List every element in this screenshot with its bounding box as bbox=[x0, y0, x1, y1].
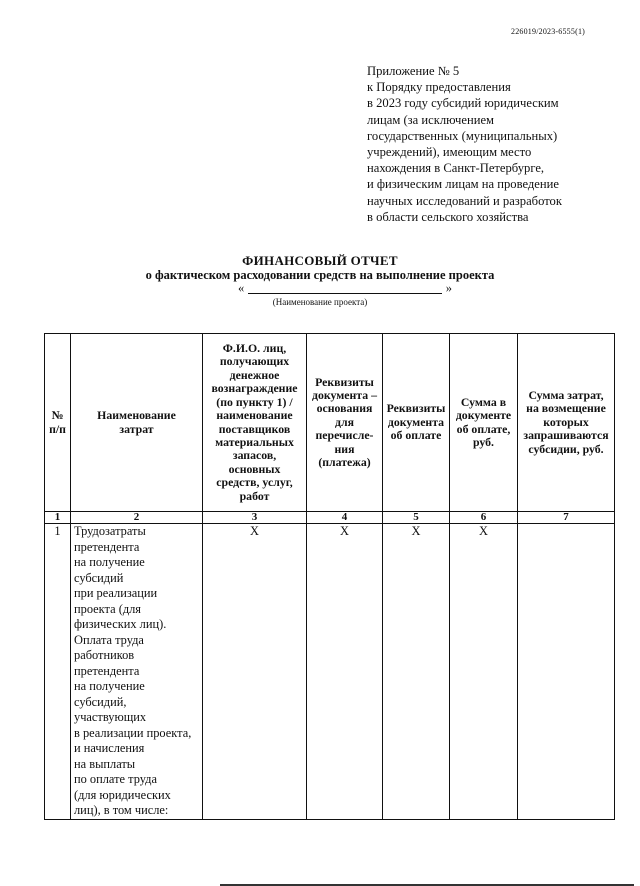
column-number: 5 bbox=[383, 512, 450, 524]
financial-report-table bbox=[44, 333, 615, 820]
cost-name-line: проекта (для bbox=[74, 601, 142, 616]
payment-amount-cell: Х bbox=[450, 524, 518, 820]
header-line: материальных bbox=[215, 434, 294, 449]
header-line: запрашиваются bbox=[523, 428, 609, 443]
appendix-line: нахождения в Санкт-Петербурге, bbox=[367, 161, 545, 176]
header-line: для bbox=[335, 414, 354, 429]
cost-name-line: претендента bbox=[74, 539, 140, 554]
header-line: руб. bbox=[473, 434, 494, 449]
appendix-line: лицам (за исключением bbox=[367, 112, 495, 127]
header-col-recipients bbox=[203, 334, 307, 512]
document-registration-number: 226019/2023-6555(1) bbox=[511, 27, 586, 36]
cost-name-line: на выплаты bbox=[74, 756, 136, 771]
quote-close: » bbox=[445, 281, 452, 295]
header-col-basis-document bbox=[307, 334, 383, 512]
header-line: поставщиков bbox=[218, 421, 291, 436]
appendix-block bbox=[367, 63, 627, 225]
header-line: наименование bbox=[216, 408, 293, 423]
header-line: получающих bbox=[219, 354, 290, 369]
quote-open: « bbox=[238, 281, 245, 295]
table-header-row bbox=[45, 334, 615, 512]
appendix-line: государственных (муниципальных) bbox=[367, 128, 558, 143]
header-line: Реквизиты bbox=[315, 374, 374, 389]
cost-name-line: в реализации проекта, bbox=[74, 725, 192, 740]
cost-name-line: (для юридических bbox=[74, 787, 171, 802]
basis-document-cell: Х bbox=[307, 524, 383, 820]
row-number: 1 bbox=[45, 524, 71, 820]
header-line: субсидии, руб. bbox=[528, 441, 604, 456]
header-line: документе bbox=[455, 408, 512, 423]
subsidy-amount-cell bbox=[518, 524, 615, 820]
header-col-cost-name bbox=[71, 334, 203, 512]
appendix-line: к Порядку предоставления bbox=[367, 80, 511, 95]
appendix-line: в 2023 году субсидий юридическим bbox=[367, 96, 559, 111]
column-number: 4 bbox=[307, 512, 383, 524]
appendix-line: и физическим лицам на проведение bbox=[367, 177, 559, 192]
header-col-payment-document bbox=[383, 334, 450, 512]
header-line: об оплате bbox=[390, 428, 442, 443]
column-number: 7 bbox=[518, 512, 615, 524]
header-line: Ф.И.О. лиц, bbox=[222, 341, 287, 356]
column-numbers-row bbox=[45, 512, 615, 524]
header-line: вознаграждение bbox=[211, 381, 298, 396]
header-line: документа bbox=[387, 414, 445, 429]
header-line: денежное bbox=[229, 367, 280, 382]
project-name-caption: (Наименование проекта) bbox=[272, 297, 368, 307]
report-title: ФИНАНСОВЫЙ ОТЧЕТ bbox=[242, 253, 398, 268]
cost-name-line: Трудозатраты bbox=[74, 524, 146, 538]
cost-name-line: работников bbox=[74, 648, 135, 662]
header-col-number bbox=[45, 334, 71, 512]
header-line: об оплате, bbox=[456, 421, 511, 436]
cost-name-line: Оплата труда bbox=[74, 632, 144, 647]
header-line: затрат bbox=[119, 421, 154, 436]
table-row bbox=[45, 524, 615, 820]
cost-name-line: субсидий, bbox=[74, 694, 127, 709]
header-line: перечисле- bbox=[315, 428, 374, 443]
header-line: ния bbox=[334, 441, 355, 456]
header-line: которых bbox=[543, 414, 589, 429]
cost-name-line: при реализации bbox=[74, 586, 158, 600]
recipients-cell: Х bbox=[203, 524, 307, 820]
header-col-subsidy-amount bbox=[518, 334, 615, 512]
header-line: основания bbox=[316, 401, 373, 416]
header-line: № bbox=[51, 408, 64, 423]
header-line: документа – bbox=[312, 387, 377, 402]
column-number: 3 bbox=[203, 512, 307, 524]
header-line: Реквизиты bbox=[386, 401, 446, 416]
column-number: 2 bbox=[71, 512, 203, 524]
header-line: основных bbox=[228, 461, 281, 476]
cost-name-line: физических лиц). bbox=[74, 617, 167, 631]
appendix-line: научных исследований и разработок bbox=[367, 193, 562, 208]
appendix-line: Приложение № 5 bbox=[367, 64, 460, 78]
header-line: работ bbox=[239, 488, 270, 503]
cost-name-line: на получение bbox=[74, 679, 145, 693]
column-number: 6 bbox=[450, 512, 518, 524]
cost-name-line: на получение bbox=[74, 555, 145, 569]
header-line: (по пункту 1) / bbox=[216, 394, 293, 409]
header-line: Сумма затрат, bbox=[528, 387, 604, 402]
cost-name-line: и начисления bbox=[74, 741, 145, 755]
appendix-line: в области сельского хозяйства bbox=[367, 209, 529, 224]
header-col-payment-amount bbox=[450, 334, 518, 512]
header-line: Сумма в bbox=[460, 394, 507, 409]
cost-name-line: претендента bbox=[74, 663, 140, 678]
header-line: (платежа) bbox=[318, 455, 371, 470]
header-line: средств, услуг, bbox=[216, 475, 293, 490]
header-line: п/п bbox=[49, 421, 66, 436]
cost-name-cell bbox=[71, 524, 203, 820]
column-number: 1 bbox=[45, 512, 71, 524]
project-name-underline bbox=[248, 293, 442, 294]
cost-name-line: субсидий bbox=[74, 570, 124, 585]
appendix-line: учреждений), имеющим место bbox=[367, 145, 532, 160]
project-name-field bbox=[238, 281, 452, 295]
header-line: на возмещение bbox=[526, 401, 606, 416]
header-line: Наименование bbox=[97, 408, 176, 423]
cost-name-line: участвующих bbox=[74, 710, 147, 724]
cost-name-line: по оплате труда bbox=[74, 772, 157, 786]
report-subtitle: о фактическом расходовании средств на выполнение проекта bbox=[145, 268, 495, 282]
header-line: запасов, bbox=[232, 448, 277, 463]
cost-name-line: лиц), в том числе: bbox=[74, 803, 169, 817]
payment-document-cell: Х bbox=[383, 524, 450, 820]
